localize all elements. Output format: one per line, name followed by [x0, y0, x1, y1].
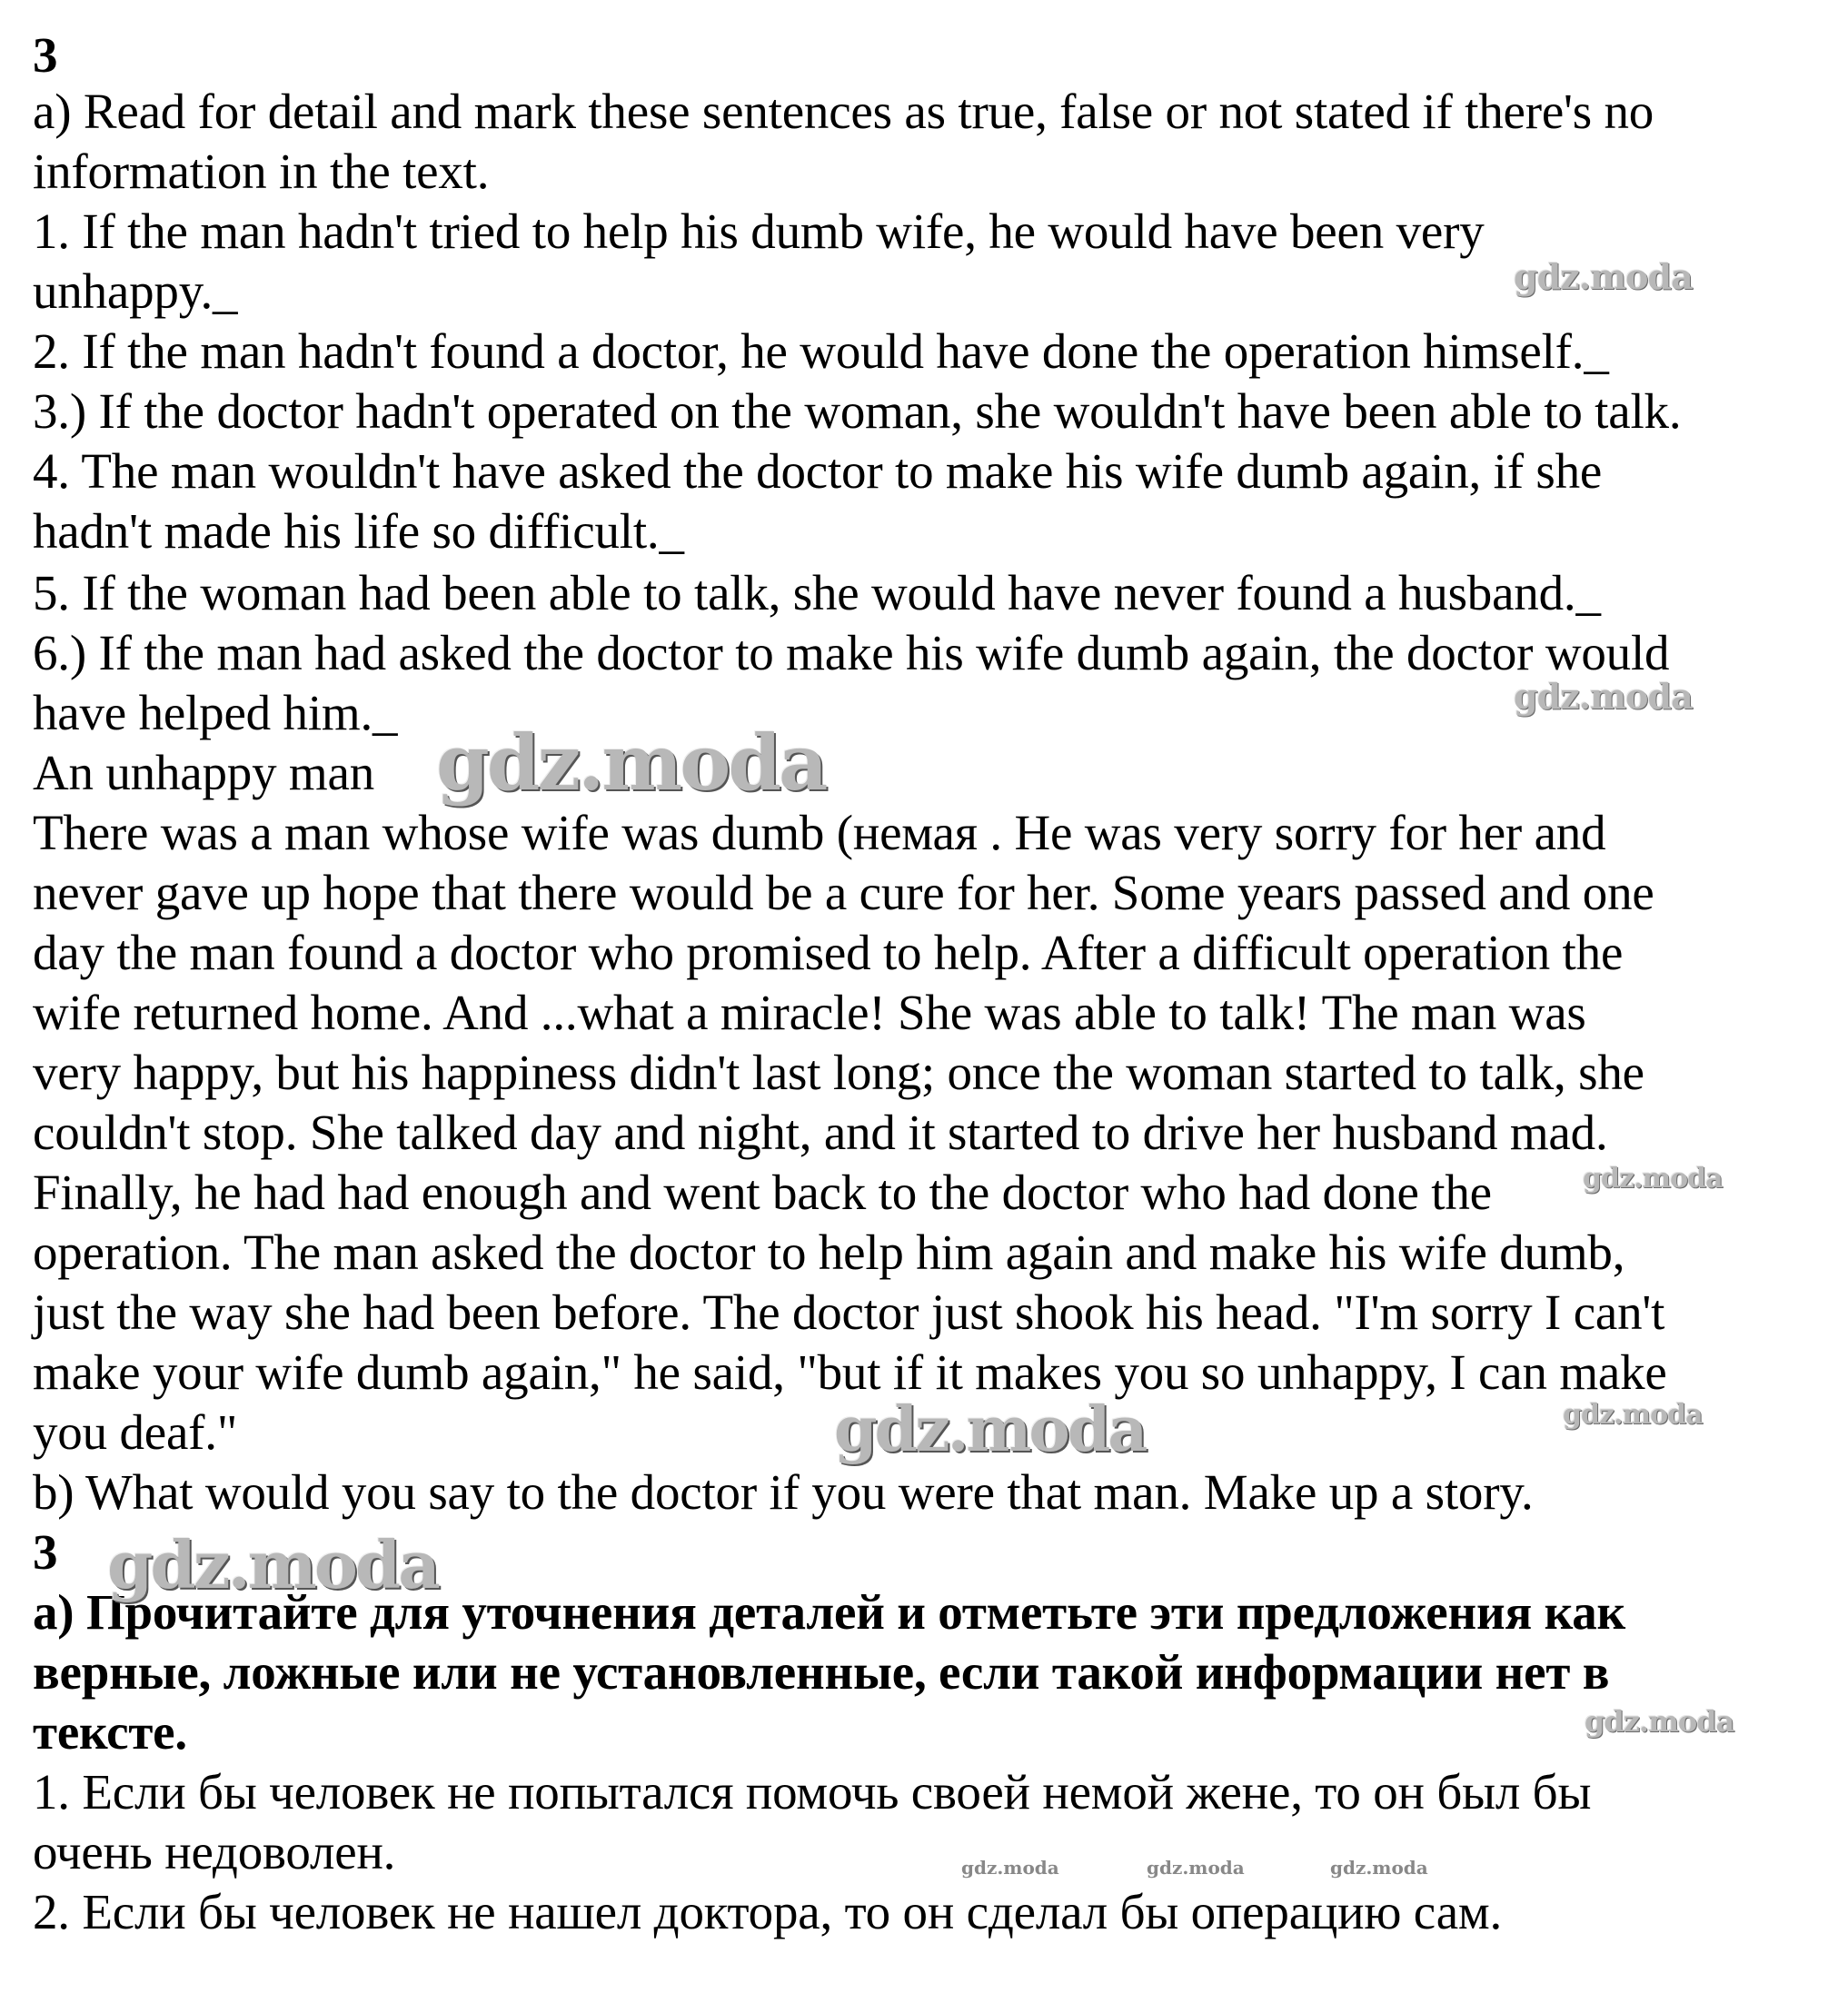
story-line: Finally, he had had enough and went back to the doctor who had done the: [33, 1165, 1492, 1220]
sentence-2: 2. If the man hadn't found a doctor, he would have done the operation himself._: [33, 323, 1609, 379]
story-line: very happy, but his happiness didn't last long; once the woman started to talk, she: [33, 1045, 1644, 1100]
sentence-4-line-2: hadn't made his life so difficult._: [33, 503, 684, 559]
story-line: you deaf.": [33, 1404, 238, 1460]
story-line: never gave up hope that there would be a cure for her. Some years passed and one: [33, 865, 1654, 920]
story-line: day the man found a doctor who promised to help. After a difficult operation the: [33, 925, 1624, 980]
watermark: gdz.moda: [1585, 1704, 1734, 1739]
sentence-3: 3.) If the doctor hadn't operated on the woman, she wouldn't have been able to talk.: [33, 383, 1682, 439]
task-a-instruction-ru-line: верные, ложные или не установленные, если такой информации нет в: [33, 1644, 1610, 1700]
sentence-6-line-1: 6.) If the man had asked the doctor to make his wife dumb again, the doctor would: [33, 625, 1670, 680]
watermark: gdz.moda: [1514, 256, 1693, 297]
sentence-1-ru-line-1: 1. Если бы человек не попытался помочь своей немой жене, то он был бы: [33, 1764, 1592, 1820]
task-a-instruction-ru-line: тексте.: [33, 1704, 187, 1760]
watermark: gdz.moda: [1563, 1399, 1703, 1431]
sentence-5: 5. If the woman had been able to talk, she would have never found a husband._: [33, 565, 1601, 620]
watermark: gdz.moda: [834, 1393, 1146, 1466]
sentence-2-ru: 2. Если бы человек не нашел доктора, то он сделал бы операцию сам.: [33, 1884, 1503, 1939]
sentence-1-ru-line-2: очень недоволен.: [33, 1824, 396, 1879]
watermark: gdz.moda: [1514, 676, 1693, 717]
watermark: gdz.moda: [436, 718, 826, 808]
story-line: just the way she had been before. The doctor just shook his head. "I'm sorry I can't: [33, 1284, 1665, 1340]
task-a-instruction-line-1: a) Read for detail and mark these sentences as true, false or not stated if there's no: [33, 84, 1654, 139]
story-title: An unhappy man: [33, 745, 375, 800]
sentence-1-line-1: 1. If the man hadn't tried to help his dumb wife, he would have been very: [33, 203, 1485, 259]
story-line: wife returned home. And ...what a miracle! She was able to talk! The man was: [33, 985, 1586, 1040]
sentence-4-line-1: 4. The man wouldn't have asked the doctor to make his wife dumb again, if she: [33, 443, 1603, 499]
task-b-instruction: b) What would you say to the doctor if you were that man. Make up a story.: [33, 1464, 1534, 1520]
story-line: There was a man whose wife was dumb (немая . He was very sorry for her and: [33, 805, 1606, 860]
story-line: operation. The man asked the doctor to help him again and make his wife dumb,: [33, 1225, 1625, 1280]
watermark: gdz.moda: [107, 1526, 438, 1603]
watermark: gdz.moda: [1147, 1857, 1245, 1879]
sentence-6-line-2: have helped him._: [33, 685, 398, 740]
watermark: gdz.moda: [961, 1857, 1059, 1879]
story-line: make your wife dumb again," he said, "but if it makes you so unhappy, I can make: [33, 1344, 1667, 1400]
story-line: couldn't stop. She talked day and night, and it started to drive her husband mad.: [33, 1105, 1608, 1160]
watermark: gdz.moda: [1583, 1163, 1723, 1195]
exercise-number-ru: 3: [33, 1524, 58, 1580]
sentence-1-line-2: unhappy._: [33, 263, 238, 319]
task-a-instruction-ru-line: а) Прочитайте для уточнения деталей и отметьте эти предложения как: [33, 1584, 1626, 1640]
exercise-number: 3: [33, 27, 58, 83]
task-a-instruction-line-2: information in the text.: [33, 144, 490, 199]
watermark: gdz.moda: [1330, 1857, 1428, 1879]
